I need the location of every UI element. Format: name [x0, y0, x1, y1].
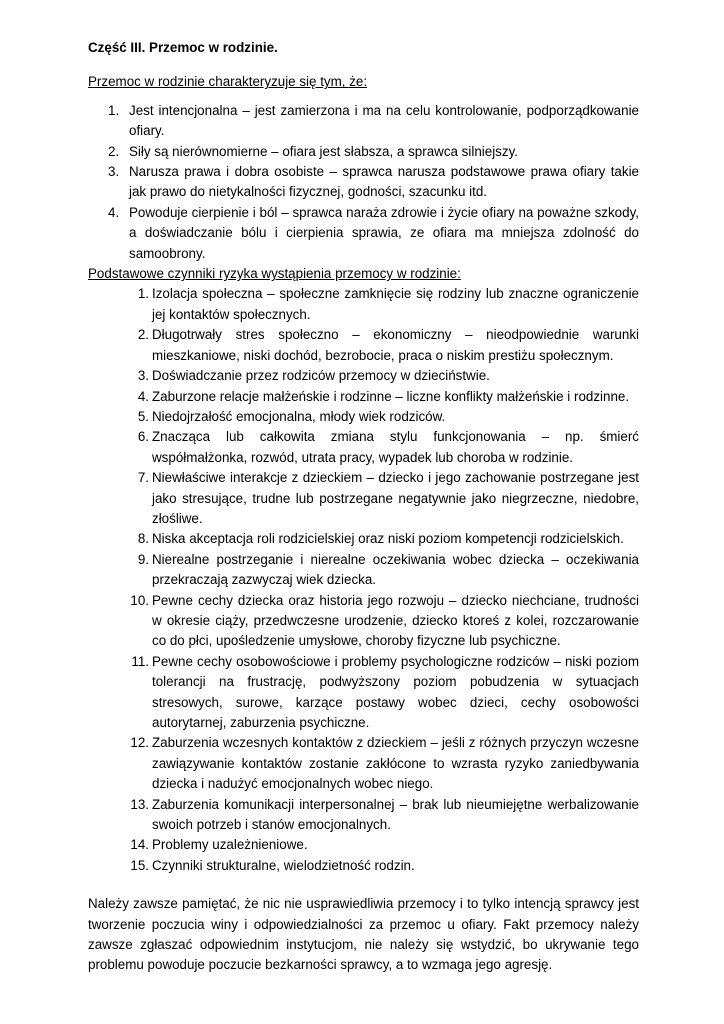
list-item-text: Siły są nierównomierne – ofiara jest słabsza, a sprawca silniejszy. [129, 143, 518, 159]
list-item-text: Czynniki strukturalne, wielodzietność rodzin. [152, 857, 415, 873]
list-item-text: Znacząca lub całkowita zmiana stylu funkcjonowania – np. śmierć współmałżonka, rozwód, utrata pracy, wypadek lub choroba w rodzinie. [152, 429, 639, 465]
list-item [88, 550, 639, 591]
list-item-text: Izolacja społeczna – społeczne zamknięcie się rodziny lub znaczne ograniczenie jej kontaktów społecznych. [152, 286, 639, 322]
list-item-text: Niewłaściwe interakcje z dzieckiem – dziecko i jego zachowanie postrzegane jest jako stresujące, trudne lub postrzegane negatywnie jako niegrzeczne, niedobre, złośliwe. [152, 470, 639, 526]
list-number: 13. [130, 796, 149, 812]
list-item-text: Zaburzenia komunikacji interpersonalnej – brak lub nieumiejętne werbalizowanie swoich potrzeb i stanów emocjonalnych. [152, 796, 639, 833]
list-number: 3. [137, 368, 149, 384]
list-number: 15. [130, 857, 149, 873]
list-item [88, 652, 639, 734]
list-item-text: Zaburzone relacje małżeńskie i rodzinne – liczne konflikty małżeńskie i rodzinne. [152, 388, 630, 404]
list-number: 14. [130, 837, 149, 853]
list-item [88, 366, 639, 386]
list-number: 4. [108, 204, 120, 220]
list-number: 1. [108, 102, 120, 118]
document-page [88, 38, 639, 976]
list-number: 7. [137, 470, 149, 486]
list-item-text: Narusza prawa i dobra osobiste – sprawca narusza podstawowe prawa ofiary takie jak prawo do nietykalności fizycznej, godności, szacunku itd. [129, 164, 639, 200]
risk-factors-list [88, 284, 639, 876]
characteristics-list [88, 101, 639, 264]
list-number: 4. [137, 388, 149, 404]
list-number: 5. [137, 408, 149, 424]
list-item-text: Nierealne postrzeganie i nierealne oczekiwania wobec dziecka – oczekiwania przekraczają zazwyczaj wiek dziecka. [152, 551, 639, 588]
list-item [88, 387, 639, 407]
list-item [88, 835, 639, 855]
list-number: 3. [108, 164, 120, 180]
section-title: Część III. Przemoc w rodzinie. [88, 40, 278, 55]
list-item-text: Niedojrzałość emocjonalna, młody wiek rodziców. [152, 408, 446, 424]
list-item [88, 162, 639, 203]
list-number: 10. [130, 592, 149, 608]
list-number: 12. [130, 735, 149, 751]
list-item [88, 407, 639, 427]
list-item [88, 591, 639, 652]
list-number: 9. [137, 551, 149, 567]
list-item-text: Niska akceptacja roli rodzicielskiej oraz niski poziom kompetencji rodzicielskich. [152, 531, 624, 547]
list-item [88, 142, 639, 162]
closing-paragraph: Należy zawsze pamiętać, że nic nie usprawiedliwia przemocy i to tylko intencją sprawcy jest tworzenie poczucia winy i odpowiedzialności za przemoc u ofiary. Fakt przemocy należy zawsze zgłaszać odpowiednim instytucjom, nie należy się wstydzić, bo ukrywanie tego problemu powoduje poczucie bezkarności sprawcy, a to wzmaga jego agresję. [88, 896, 639, 973]
list-item-text: Jest intencjonalna – jest zamierzona i ma na celu kontrolowanie, podporządkowanie ofiary. [129, 102, 639, 139]
list-number: 1. [137, 286, 149, 302]
list-item [88, 529, 639, 549]
list-number: 6. [137, 429, 149, 445]
risk-factors-heading: Podstawowe czynniki ryzyka wystąpienia przemocy w rodzinie: [88, 266, 461, 282]
list-item [88, 468, 639, 529]
list-number: 8. [137, 531, 149, 547]
list-item [88, 733, 639, 794]
list-item-text: Pewne cechy dziecka oraz historia jego rozwoju – dziecko niechciane, trudności w okresie ciąży, przedwczesne urodzenie, dziecko ktoreś z kolei, rozczarowanie co do płci, upośledzenie umysłowe, choroby fizyczne lub psychiczne. [152, 592, 639, 649]
list-item [88, 795, 639, 836]
list-item [88, 101, 639, 142]
list-number: 11. [131, 653, 149, 669]
list-item-text: Pewne cechy osobowościowe i problemy psychologiczne rodziców – niski poziom tolerancji na frustrację, podwyższony poziom pobudzenia w sytuacjach stresowych, surowe, karzące postawy wobec dzieci, cechy osobowości autorytarnej, zaburzenia psychiczne. [152, 653, 639, 730]
list-number: 2. [137, 327, 149, 343]
list-number: 2. [108, 143, 120, 159]
list-item [88, 203, 639, 264]
list-item [88, 284, 639, 325]
intro-heading: Przemoc w rodzinie charakteryzuje się tym, że: [88, 74, 368, 90]
list-item-text: Doświadczanie przez rodziców przemocy w dzieciństwie. [152, 368, 490, 384]
list-item-text: Powoduje cierpienie i ból – sprawca naraża zdrowie i życie ofiary na poważne szkody, a doświadczanie bólu i cierpienia sprawia, ze ofiara ma mniejsza zdolność do samoobrony. [129, 204, 639, 261]
list-item-text: Problemy uzależnieniowe. [152, 837, 308, 853]
list-item [88, 427, 639, 468]
list-item-text: Długotrwały stres społeczno – ekonomiczny – nieodpowiednie warunki mieszkaniowe, niski dochód, bezrobocie, praca o niskim prestiżu społecznym. [152, 327, 639, 363]
list-item [88, 325, 639, 366]
list-item [88, 856, 639, 876]
list-item-text: Zaburzenia wczesnych kontaktów z dzieckiem – jeśli z różnych przyczyn wczesne zawiązywanie kontaktów zostanie zakłócone to wzrasta ryzyko zaniedbywania dziecka i nadużyć emocjonalnych wobec niego. [152, 735, 639, 792]
